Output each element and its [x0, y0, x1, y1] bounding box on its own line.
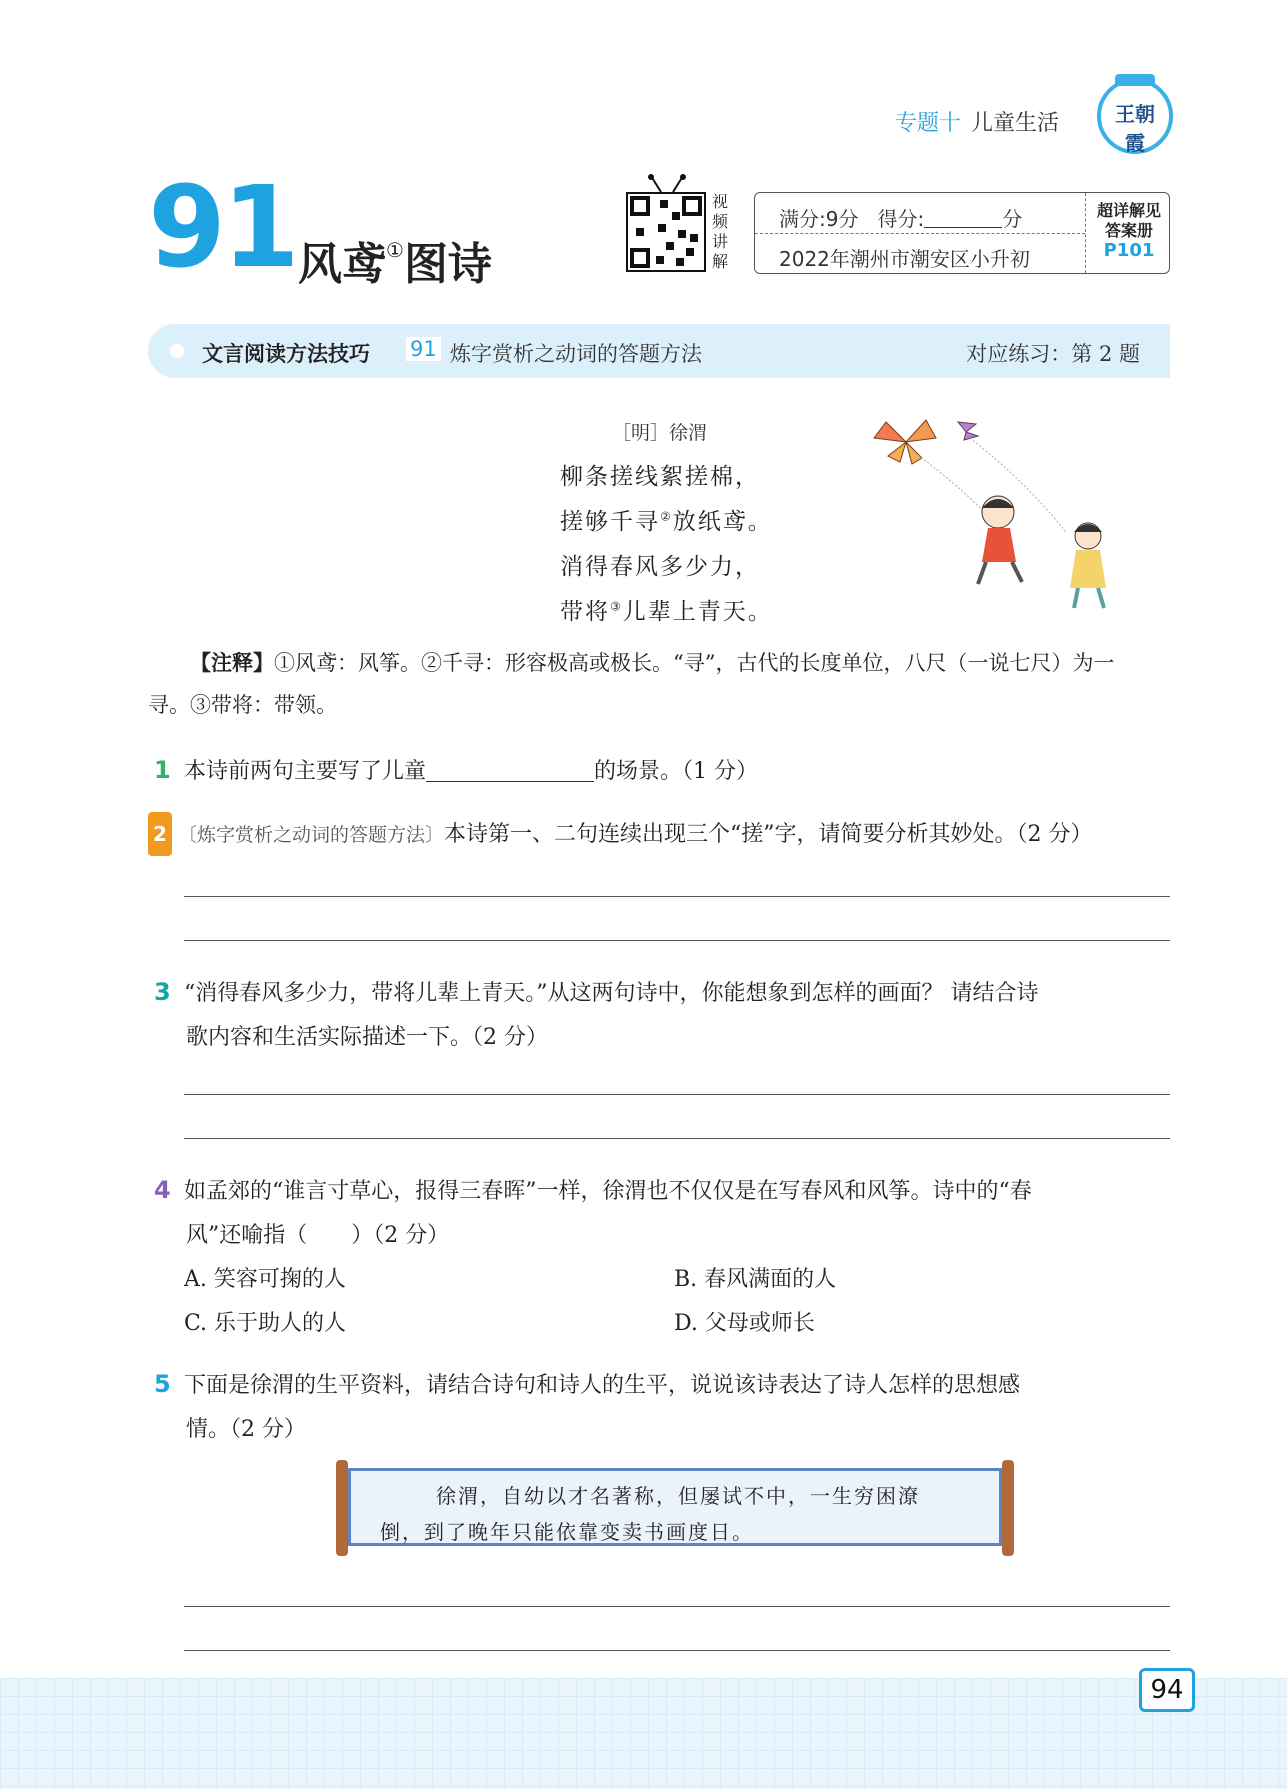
biography-text: 徐渭，自幼以才名著称，但屡试不中，一生穷困潦 倒，到了晚年只能依靠变卖书画度日。: [380, 1484, 920, 1544]
brand-logo: [1097, 78, 1173, 154]
score-box: [754, 192, 1170, 274]
method-band: [148, 324, 1170, 378]
practice-ref: 对应练习：第 2 题: [966, 342, 1140, 366]
option-a[interactable]: A. 笑容可掬的人: [184, 1267, 346, 1292]
question-2: 2 〔炼字赏析之动词的答题方法〕本诗第一、二句连续出现三个“搓”字，请简要分析其妙处。（2 分）: [148, 812, 1170, 857]
topic-header: [895, 106, 1059, 137]
poem-line: 搓够千寻②放纸鸢。: [560, 509, 773, 535]
poem-line: 带将③儿辈上青天。: [560, 599, 773, 625]
video-label: 视 频 讲 解: [712, 192, 729, 271]
crown-icon: [1115, 74, 1155, 86]
poem-line: 消得春风多少力，: [560, 554, 760, 580]
question-4: 4 如孟郊的“谁言寸草心，报得三春晖”一样，徐渭也不仅仅是在写春风和风筝。诗中的“春 风”还喻指（ ）（2 分）: [154, 1176, 1032, 1248]
child-figure-icon: [978, 496, 1022, 584]
topic-label: 专题十: [895, 111, 962, 136]
kite-children-illustration: [866, 412, 1132, 618]
answer-line[interactable]: [184, 1606, 1170, 1607]
lesson-title: 风鸢①图诗: [298, 238, 492, 290]
notes: 【注释】①风鸢：风筝。②千寻：形容极高或极长。“寻”，古代的长度单位，八尺（一说七尺）为一 寻。③带将：带领。: [148, 651, 1115, 717]
answer-line[interactable]: [184, 1094, 1170, 1095]
biography-scroll: [336, 1460, 1014, 1556]
antenna-icon: [645, 174, 689, 192]
question-5: 5 下面是徐渭的生平资料，请结合诗句和诗人的生平，说说该诗表达了诗人怎样的思想感 情。（2 分）: [154, 1370, 1021, 1442]
answer-blank[interactable]: [426, 759, 594, 782]
answer-line[interactable]: [184, 1650, 1170, 1651]
qr-code-icon[interactable]: [626, 192, 706, 272]
footer-grid: [0, 1678, 1287, 1789]
option-c[interactable]: C. 乐于助人的人: [184, 1311, 347, 1336]
answer-line[interactable]: [184, 896, 1170, 897]
answer-hint: 超详解见 答案册 P101: [1089, 201, 1169, 261]
method-label: 文言阅读方法技巧: [202, 342, 370, 366]
score-row: 满分:9分 得分: 分: [779, 207, 1023, 231]
poem-line: 柳条搓线絮搓棉，: [560, 464, 760, 490]
brand-logo-text: 王朝霞: [1115, 102, 1155, 155]
small-kite-icon: [958, 422, 978, 440]
butterfly-kite-icon: [874, 420, 936, 464]
answer-line[interactable]: [184, 1138, 1170, 1139]
topic-sub: 儿童生活: [971, 111, 1060, 136]
option-d[interactable]: D. 父母或师长: [674, 1311, 815, 1336]
child-figure-icon: [1070, 523, 1106, 608]
question-1: 1 本诗前两句主要写了儿童 的场景。（1 分）: [154, 756, 759, 784]
poem-author: ［明］徐渭: [612, 422, 708, 444]
lesson-number: 91: [148, 163, 296, 293]
score-blank[interactable]: [924, 207, 1002, 228]
page-number: 94: [1139, 1668, 1195, 1712]
answer-page: P101: [1103, 240, 1155, 261]
answer-line[interactable]: [184, 940, 1170, 941]
method-number: 91: [406, 337, 441, 361]
question-3: 3 “消得春风多少力，带将儿辈上青天。”从这两句诗中，你能想象到怎样的画面？ 请结合诗 歌内容和生活实际描述一下。（2 分）: [154, 978, 1039, 1050]
source-label: 2022年潮州市潮安区小升初: [779, 247, 1030, 271]
option-b[interactable]: B. 春风满面的人: [674, 1267, 837, 1292]
method-name: 炼字赏析之动词的答题方法: [450, 342, 702, 366]
